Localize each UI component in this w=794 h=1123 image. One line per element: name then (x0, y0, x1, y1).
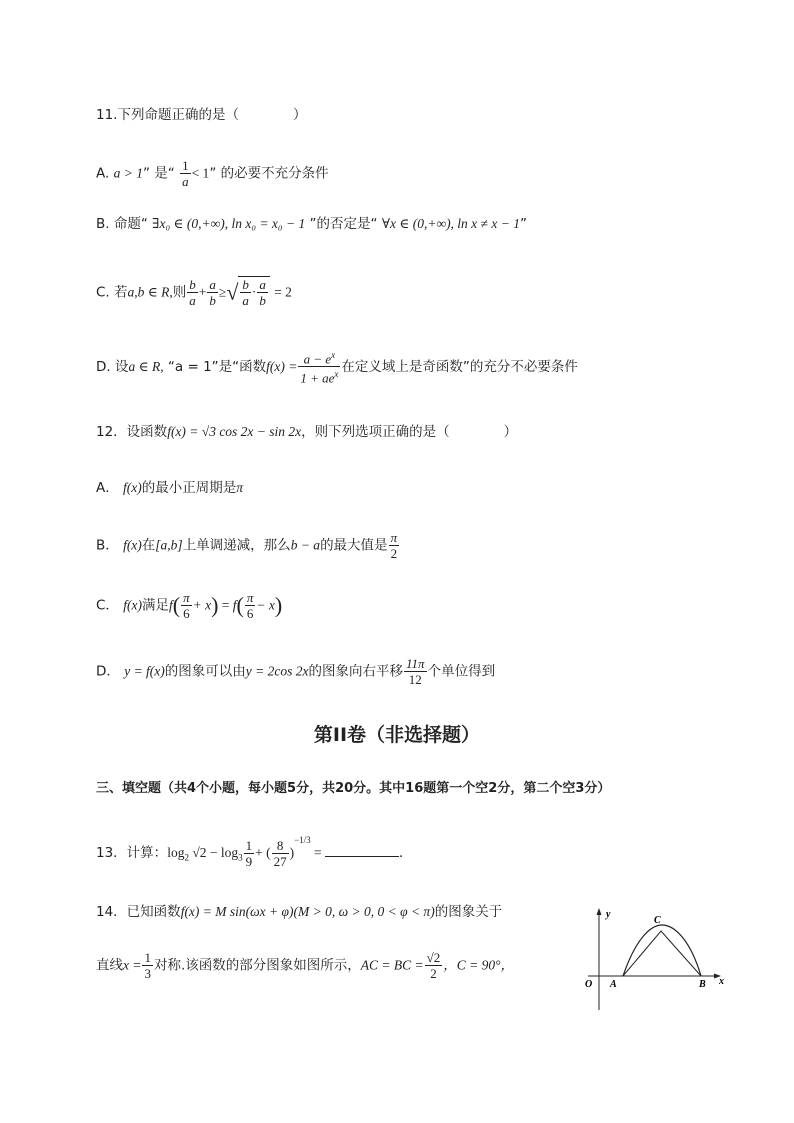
label-y: y (606, 909, 611, 920)
q12-option-c: C． f(x)满足f( $\frac{\pi}{6}$ + x) = f( $\frac{\pi}{6}$ − x) (96, 590, 283, 621)
fraction-1-over-9: $\frac{1}{9}$ (245, 837, 253, 869)
fraction-function-d: $\frac{a - e^x}{1 + ae^x}$ (300, 350, 339, 386)
y-axis-arrow-icon (597, 908, 602, 915)
q12-option-b: B． f(x)在[a,b]上单调递减，那么b − a的最大值是 $\frac{\pi}{2}$ (96, 530, 398, 561)
q13-question: 13．计算：$\log_2 √2 - \log_3$ $\frac{1}{9}$ + ( $\frac{8}{27}$ )$^{-1/3}$ = ． (96, 835, 413, 869)
triangle-acb (623, 931, 701, 976)
fraction-11pi-over-12: $\frac{11\pi}{12}$ (406, 656, 425, 687)
label-c: C (654, 915, 661, 926)
q11-stem: 11.下列命题正确的是（ ） (96, 107, 307, 123)
q14-line-1: 14．已知函数f(x) = M sin(ωx + φ)(M > 0, ω > 0, 0 < φ < π)的图象关于 (96, 904, 503, 920)
q14-line-2: 直线x = $\frac{1}{3}$ 对称.该函数的部分图象如图所示，AC = BC = $\frac{√2}{2}$ ，C = 90°， (96, 950, 515, 981)
q11-option-a: A. a > 1” 是“ $\frac{1}{a}$ < 1” 的必要不充分条件 (96, 158, 329, 189)
fraction-8-over-27: $\frac{8}{27}$ (273, 837, 287, 869)
fraction-1-over-a: $\frac{1}{a}$ (182, 158, 189, 189)
label-a: A (610, 979, 617, 990)
fraction-sqrt2-over-2: $\frac{√2}{2}$ (426, 950, 441, 981)
q11-option-b: B. 命题“ ∃x₀ ∈ (0,+∞), ln x₀ = x₀ − 1 ”的否定是“ ∀x ∈ (0,+∞), ln x ≠ x − 1” (96, 216, 527, 232)
fraction-pi-over-6-right: $\frac{\pi}{6}$ (246, 590, 254, 621)
section-3-heading: 三、填空题（共4个小题，每小题5分，共20分。其中16题第一个空2分，第二个空3分） (96, 781, 611, 796)
fraction-pi-over-6-left: $\frac{\pi}{6}$ (183, 590, 190, 621)
function-graph-figure (578, 905, 728, 1015)
q12-stem: 12．设函数f(x) = √3 cos 2x − sin 2x，则下列选项正确的是（ ） (96, 424, 518, 440)
label-x: x (719, 976, 724, 987)
sqrt-expression: $\frac{b}{a}$ · $\frac{a}{b}$ (238, 276, 270, 308)
section-title: 第II卷（非选择题） (313, 724, 481, 746)
fraction-b-over-a: $\frac{b}{a}$ (189, 277, 196, 308)
q12-option-d: D． y = f(x)的图象可以由y = 2cos 2x的图象向右平移 $\frac{11\pi}{12}$ 个单位得到 (96, 656, 496, 687)
fraction-pi-over-2: $\frac{\pi}{2}$ (390, 530, 398, 561)
answer-blank[interactable] (325, 844, 399, 857)
fraction-1-over-3: $\frac{1}{3}$ (144, 950, 151, 981)
q12-option-a: A． f(x)的最小正周期是π (96, 480, 244, 496)
q11-option-d: D. 设a ∈ R, “a = 1”是“函数f(x) = $\frac{a - e^x}{1 + ae^x}$ 在定义域上是奇函数”的充分不必要条件 (96, 350, 578, 386)
q11-option-c: C. 若a,b ∈ R,则 $\frac{b}{a}$ + $\frac{a}{b}$ ≥√ $\frac{b}{a}$ · $\frac{a}{b}$ = 2 (96, 277, 292, 308)
label-o: O (585, 979, 593, 990)
fraction-a-over-b: $\frac{a}{b}$ (209, 277, 216, 308)
label-b: B (699, 979, 706, 990)
